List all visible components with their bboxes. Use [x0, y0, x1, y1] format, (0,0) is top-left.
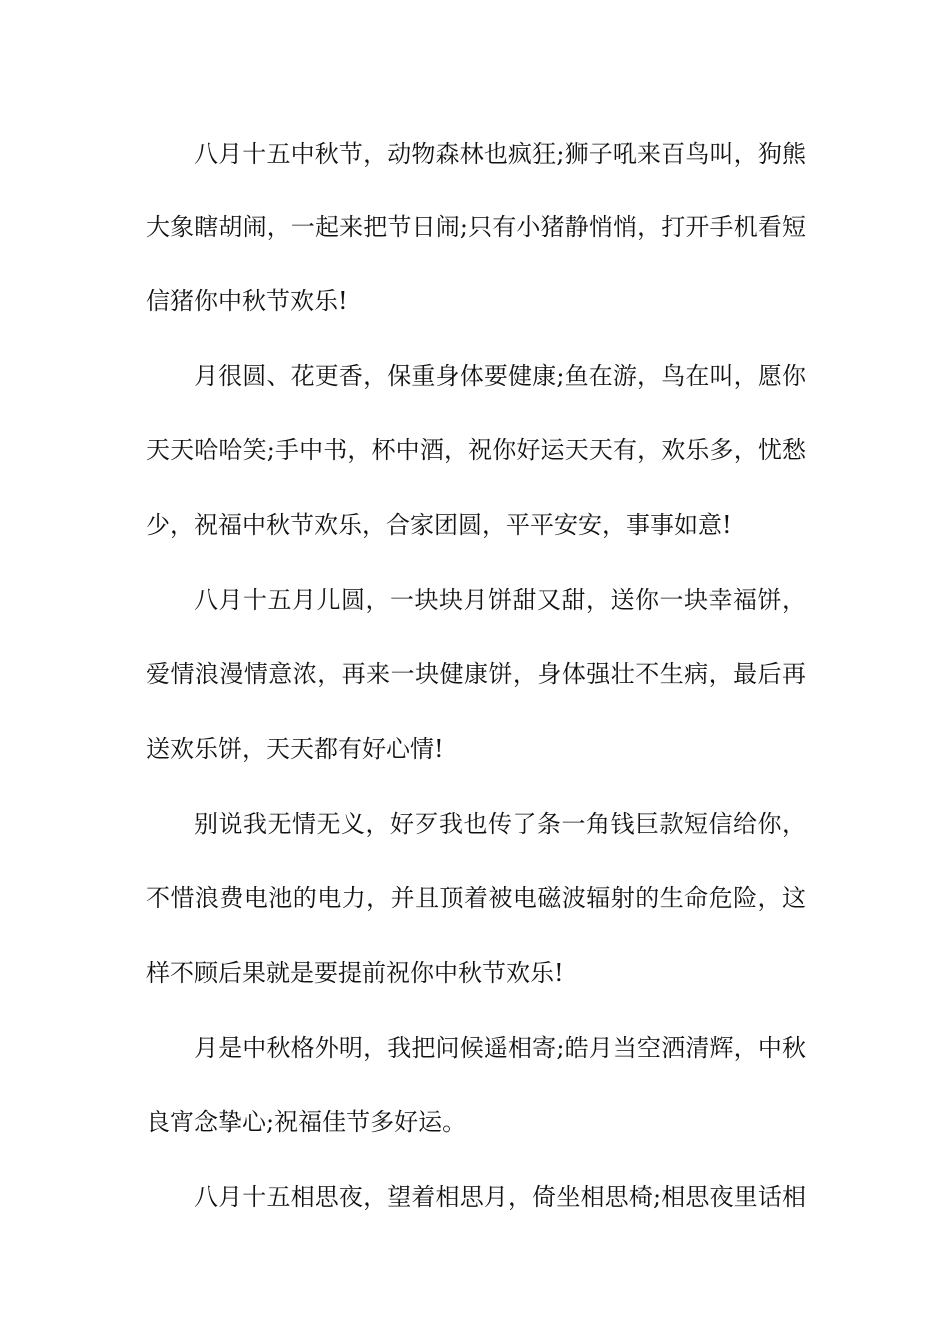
- paragraph-2-line-1: 月很圆、花更香，保重身体要健康;鱼在游，鸟在叫，愿你: [194, 362, 806, 390]
- paragraph-3-line-2: 爱情浪漫情意浓，再来一块健康饼，身体强壮不生病，最后再: [146, 660, 806, 688]
- paragraph-3-line-3: 送欢乐饼，天天都有好心情!: [146, 735, 444, 763]
- paragraph-4-line-3: 样不顾后果就是要提前祝你中秋节欢乐!: [146, 959, 564, 987]
- paragraph-5-line-2: 良宵念挚心;祝福佳节多好运。: [146, 1108, 467, 1136]
- paragraph-1-line-1: 八月十五中秋节，动物森林也疯狂;狮子吼来百鸟叫，狗熊: [194, 140, 806, 168]
- paragraph-3-line-1: 八月十五月儿圆，一块块月饼甜又甜，送你一块幸福饼，: [194, 586, 806, 614]
- paragraph-4-line-1: 别说我无情无义，好歹我也传了条一角钱巨款短信给你，: [194, 810, 806, 838]
- paragraph-1-line-3: 信猪你中秋节欢乐!: [146, 287, 348, 315]
- paragraph-2-line-3: 少，祝福中秋节欢乐，合家团圆，平平安安，事事如意!: [146, 511, 732, 539]
- paragraph-5-line-1: 月是中秋格外明，我把问候遥相寄;皓月当空洒清辉，中秋: [194, 1034, 806, 1062]
- paragraph-4-line-2: 不惜浪费电池的电力，并且顶着被电磁波辐射的生命危险，这: [146, 884, 806, 912]
- paragraph-2-line-2: 天天哈哈笑;手中书，杯中酒，祝你好运天天有，欢乐多，忧愁: [146, 436, 806, 464]
- paragraph-1-line-2: 大象瞎胡闹，一起来把节日闹;只有小猪静悄悄，打开手机看短: [146, 213, 806, 241]
- paragraph-6-line-1: 八月十五相思夜，望着相思月，倚坐相思椅;相思夜里话相: [194, 1183, 806, 1211]
